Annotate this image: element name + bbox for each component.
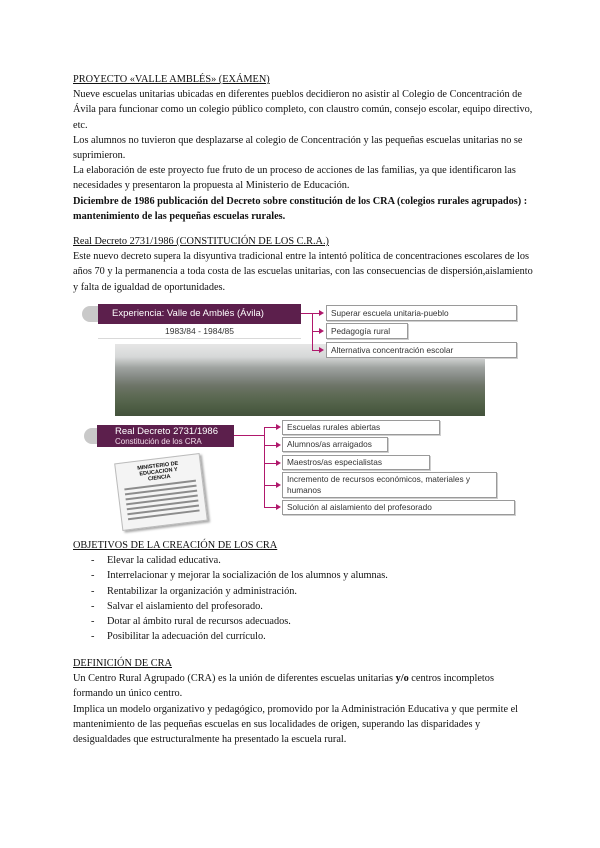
section-objetivos <box>73 538 533 644</box>
bold-paragraph: Diciembre de 1986 publicación del Decreto sobre constitución de los CRA (colegios rurales agrupados) : mantenimiento de las pequeñas escuelas rurales. <box>73 195 528 222</box>
diagram-item: Superar escuela unitaria-pueblo <box>326 305 517 321</box>
section-valle-amblés <box>73 72 533 224</box>
list-item: - Rentabilizar la organización y administración. <box>91 585 297 597</box>
list-item-text: Rentabilizar la organización y administración. <box>107 585 297 597</box>
diagram-banner: Experiencia: Valle de Amblés (Ávila) <box>98 304 301 324</box>
connector-line <box>264 427 265 507</box>
arrow-right-icon <box>276 460 281 466</box>
arrow-right-icon <box>319 347 324 353</box>
list-item-text: Salvar el aislamiento del profesorado. <box>107 600 263 612</box>
arrow-right-icon <box>319 328 324 334</box>
list-item: - Salvar el aislamiento del profesorado. <box>91 600 263 612</box>
list-item-text: Posibilitar la adecuación del currículo. <box>107 631 266 643</box>
decree-document-image <box>114 453 208 531</box>
banner-subtitle: Constitución de los CRA <box>115 437 202 446</box>
arrow-right-icon <box>276 424 281 430</box>
paragraph <box>73 671 533 701</box>
section-definicion <box>73 656 533 747</box>
arrow-right-icon <box>276 482 281 488</box>
paragraph: Implica un modelo organizativo y pedagógico, promovido por la Administración Educativa y que permite el mantenimiento de las pequeñas escuelas en sus localidades de origen, superando las disparidades y desigualdades que estructuralmente ha presentado la escuela rural. <box>73 703 519 746</box>
section-title: OBJETIVOS DE LA CREACIÓN DE LOS CRA <box>73 540 278 551</box>
diagram-item: Solución al aislamiento del profesorado <box>282 500 515 515</box>
paragraph-text: centros incompletos formando un único centro. <box>73 673 494 700</box>
objectives-list <box>73 553 533 644</box>
paragraph-text: Un Centro Rural Agrupado (CRA) es la unión de diferentes escuelas unitarias <box>73 673 396 685</box>
diagram-subtitle: 1983/84 - 1984/85 <box>98 324 301 339</box>
diagram-item: Escuelas rurales abiertas <box>282 420 440 435</box>
arrow-right-icon <box>319 310 324 316</box>
arrow-right-icon <box>276 442 281 448</box>
paragraph: La elaboración de este proyecto fue fruto de un proceso de acciones de las familias, ya que identificaron las necesidades y presentaron la propuesta al Ministerio de Educación. <box>73 165 516 192</box>
bold-text: y/o <box>395 673 409 685</box>
section-title: DEFINICIÓN DE CRA <box>73 658 172 669</box>
list-item: - Dotar al ámbito rural de recursos adecuados. <box>91 616 291 628</box>
banner-title: Real Decreto 2731/1986 <box>115 426 218 437</box>
list-item-text: Interrelacionar y mejorar la socialización de los alumnos y alumnas. <box>107 570 388 582</box>
diagram-item: Alternativa concentración escolar <box>326 342 517 358</box>
paragraph: Los alumnos no tuvieron que desplazarse al colegio de Concentración y las pequeñas escuelas unitarias no se suprimieron. <box>73 134 523 162</box>
list-item: - Interrelacionar y mejorar la socialización de los alumnos y alumnas. <box>91 570 388 582</box>
diagram-item: Incremento de recursos económicos, materiales y humanos <box>282 472 497 498</box>
section-title: PROYECTO «VALLE AMBLÉS» (EXÁMEN) <box>73 74 270 85</box>
list-item: - Elevar la calidad educativa. <box>91 555 221 567</box>
paragraph: Este nuevo decreto supera la disyuntiva tradicional entre la intentó política de concentraciones escolares de los años 70 y la permanencia a toda costa de las escuelas unitarias, con las consecuencias de dispersión,aislamiento y falta de igualdad de oportunidades. <box>73 251 533 293</box>
document-header-text: MINISTERIO DE EDUCACION Y CIENCIA <box>136 460 179 483</box>
list-item-text: Elevar la calidad educativa. <box>107 555 221 567</box>
diagram-item: Maestros/as especialistas <box>282 455 430 470</box>
section-real-decreto <box>73 234 533 295</box>
section-title: Real Decreto 2731/1986 (CONSTITUCIÓN DE LOS C.R.A.) <box>73 236 329 247</box>
list-item-text: Dotar al ámbito rural de recursos adecuados. <box>107 616 291 628</box>
arrow-right-icon <box>276 504 281 510</box>
diagram-item: Pedagogía rural <box>326 323 408 339</box>
connector-line <box>234 435 265 436</box>
paragraph: Nueve escuelas unitarias ubicadas en diferentes pueblos decidieron no asistir al Colegio de Concentración de Ávila para funcionar como un colegio público completo, con claustro común, consejo escolar, equipo directivo, etc. <box>73 89 533 131</box>
list-item: - Posibilitar la adecuación del currículo. <box>91 631 266 643</box>
diagram-banner <box>97 425 234 447</box>
diagram-item: Alumnos/as arraigados <box>282 437 388 452</box>
